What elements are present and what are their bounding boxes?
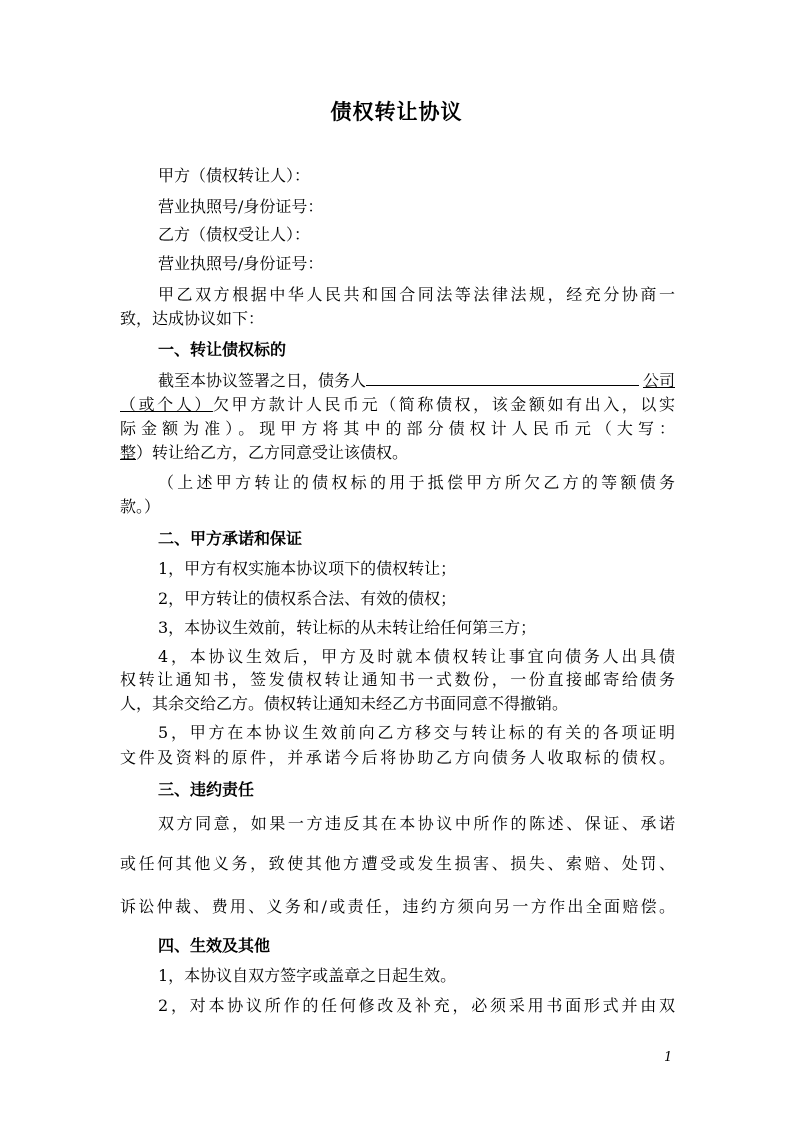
- preamble-line-1: 甲乙双方根据中华人民共和国合同法等法律法规，经充分协商一: [158, 285, 675, 304]
- or-individual-label: （或个人）: [120, 395, 213, 414]
- party-b-line: 乙方（债权受让人）：: [158, 225, 311, 244]
- section-2-item-2: 2，甲方转让的债权系合法、有效的债权；: [158, 589, 457, 608]
- section-4-item-1: 1，本协议自双方签字或盖章之日起生效。: [158, 966, 457, 985]
- section-1-line-2: [120, 394, 675, 416]
- section-3-heading: 三、违约责任: [158, 780, 255, 799]
- debtor-label: 截至本协议签署之日，债务人: [158, 371, 367, 390]
- section-2-item-3: 3，本协议生效前，转让标的从未转让给任何第三方；: [158, 618, 537, 637]
- section-1-line-1: [158, 370, 675, 392]
- section-1-line-2-text: 欠甲方款计人民币元（简称债权，该金额如有出入，以实: [212, 395, 675, 414]
- section-2-item-5-line-2: 文件及资料的原件，并承诺今后将协助乙方向债务人收取标的债权。: [120, 748, 675, 767]
- section-2-heading: 二、甲方承诺和保证: [158, 529, 303, 548]
- preamble-line-2: 致，达成协议如下：: [120, 309, 265, 328]
- section-2-item-4-line-1: 4，本协议生效后，甲方及时就本债权转让事宜向债务人出具债: [158, 647, 675, 666]
- section-2-item-1: 1，甲方有权实施本协议项下的债权转让；: [158, 559, 457, 578]
- section-4-heading: 四、生效及其他: [158, 936, 271, 955]
- section-1-note-1: （上述甲方转让的债权标的用于抵偿甲方所欠乙方的等额债务: [158, 473, 675, 492]
- party-b-id-line: 营业执照号/身份证号：: [158, 254, 324, 273]
- page-number: 1: [664, 1050, 673, 1065]
- section-2-item-4-line-2: 权转让通知书，签发债权转让通知书一式数份，一份直接邮寄给债务: [120, 670, 675, 689]
- section-3-line-1: 双方同意，如果一方违反其在本协议中所作的陈述、保证、承诺: [158, 814, 675, 833]
- section-4-item-2: 2，对本协议所作的任何修改及补充，必须采用书面形式并由双: [158, 996, 675, 1015]
- section-3-line-2: 或任何其他义务，致使其他方遭受或发生损害、损失、索赔、处罚、: [120, 854, 675, 873]
- section-1-heading: 一、转让债权标的: [158, 340, 287, 359]
- section-1-line-3: 际金额为准）。现甲方将其中的部分债权计人民币元（大写：: [120, 419, 675, 438]
- party-a-line: 甲方（债权转让人）：: [158, 166, 311, 185]
- section-2-item-5-line-1: 5，甲方在本协议生效前向乙方移交与转让标的有关的各项证明: [158, 723, 675, 742]
- debtor-name-blank[interactable]: [366, 370, 639, 386]
- section-3-line-3: 诉讼仲裁、费用、义务和/或责任，违约方须向另一方作出全面赔偿。: [120, 897, 675, 916]
- party-a-id-line: 营业执照号/身份证号：: [158, 197, 324, 216]
- section-2-item-4-line-3: 人，其余交给乙方。债权转让通知未经乙方书面同意不得撤销。: [120, 694, 569, 713]
- document-title: 债权转让协议: [330, 100, 463, 124]
- section-1-note-2: 款。）: [120, 497, 161, 516]
- company-label: 公司: [642, 371, 675, 390]
- section-1-line-4-text: ）转让给乙方，乙方同意受让该债权。: [136, 443, 409, 462]
- amount-whole-label: 整: [120, 443, 137, 462]
- section-1-line-4: [120, 442, 675, 464]
